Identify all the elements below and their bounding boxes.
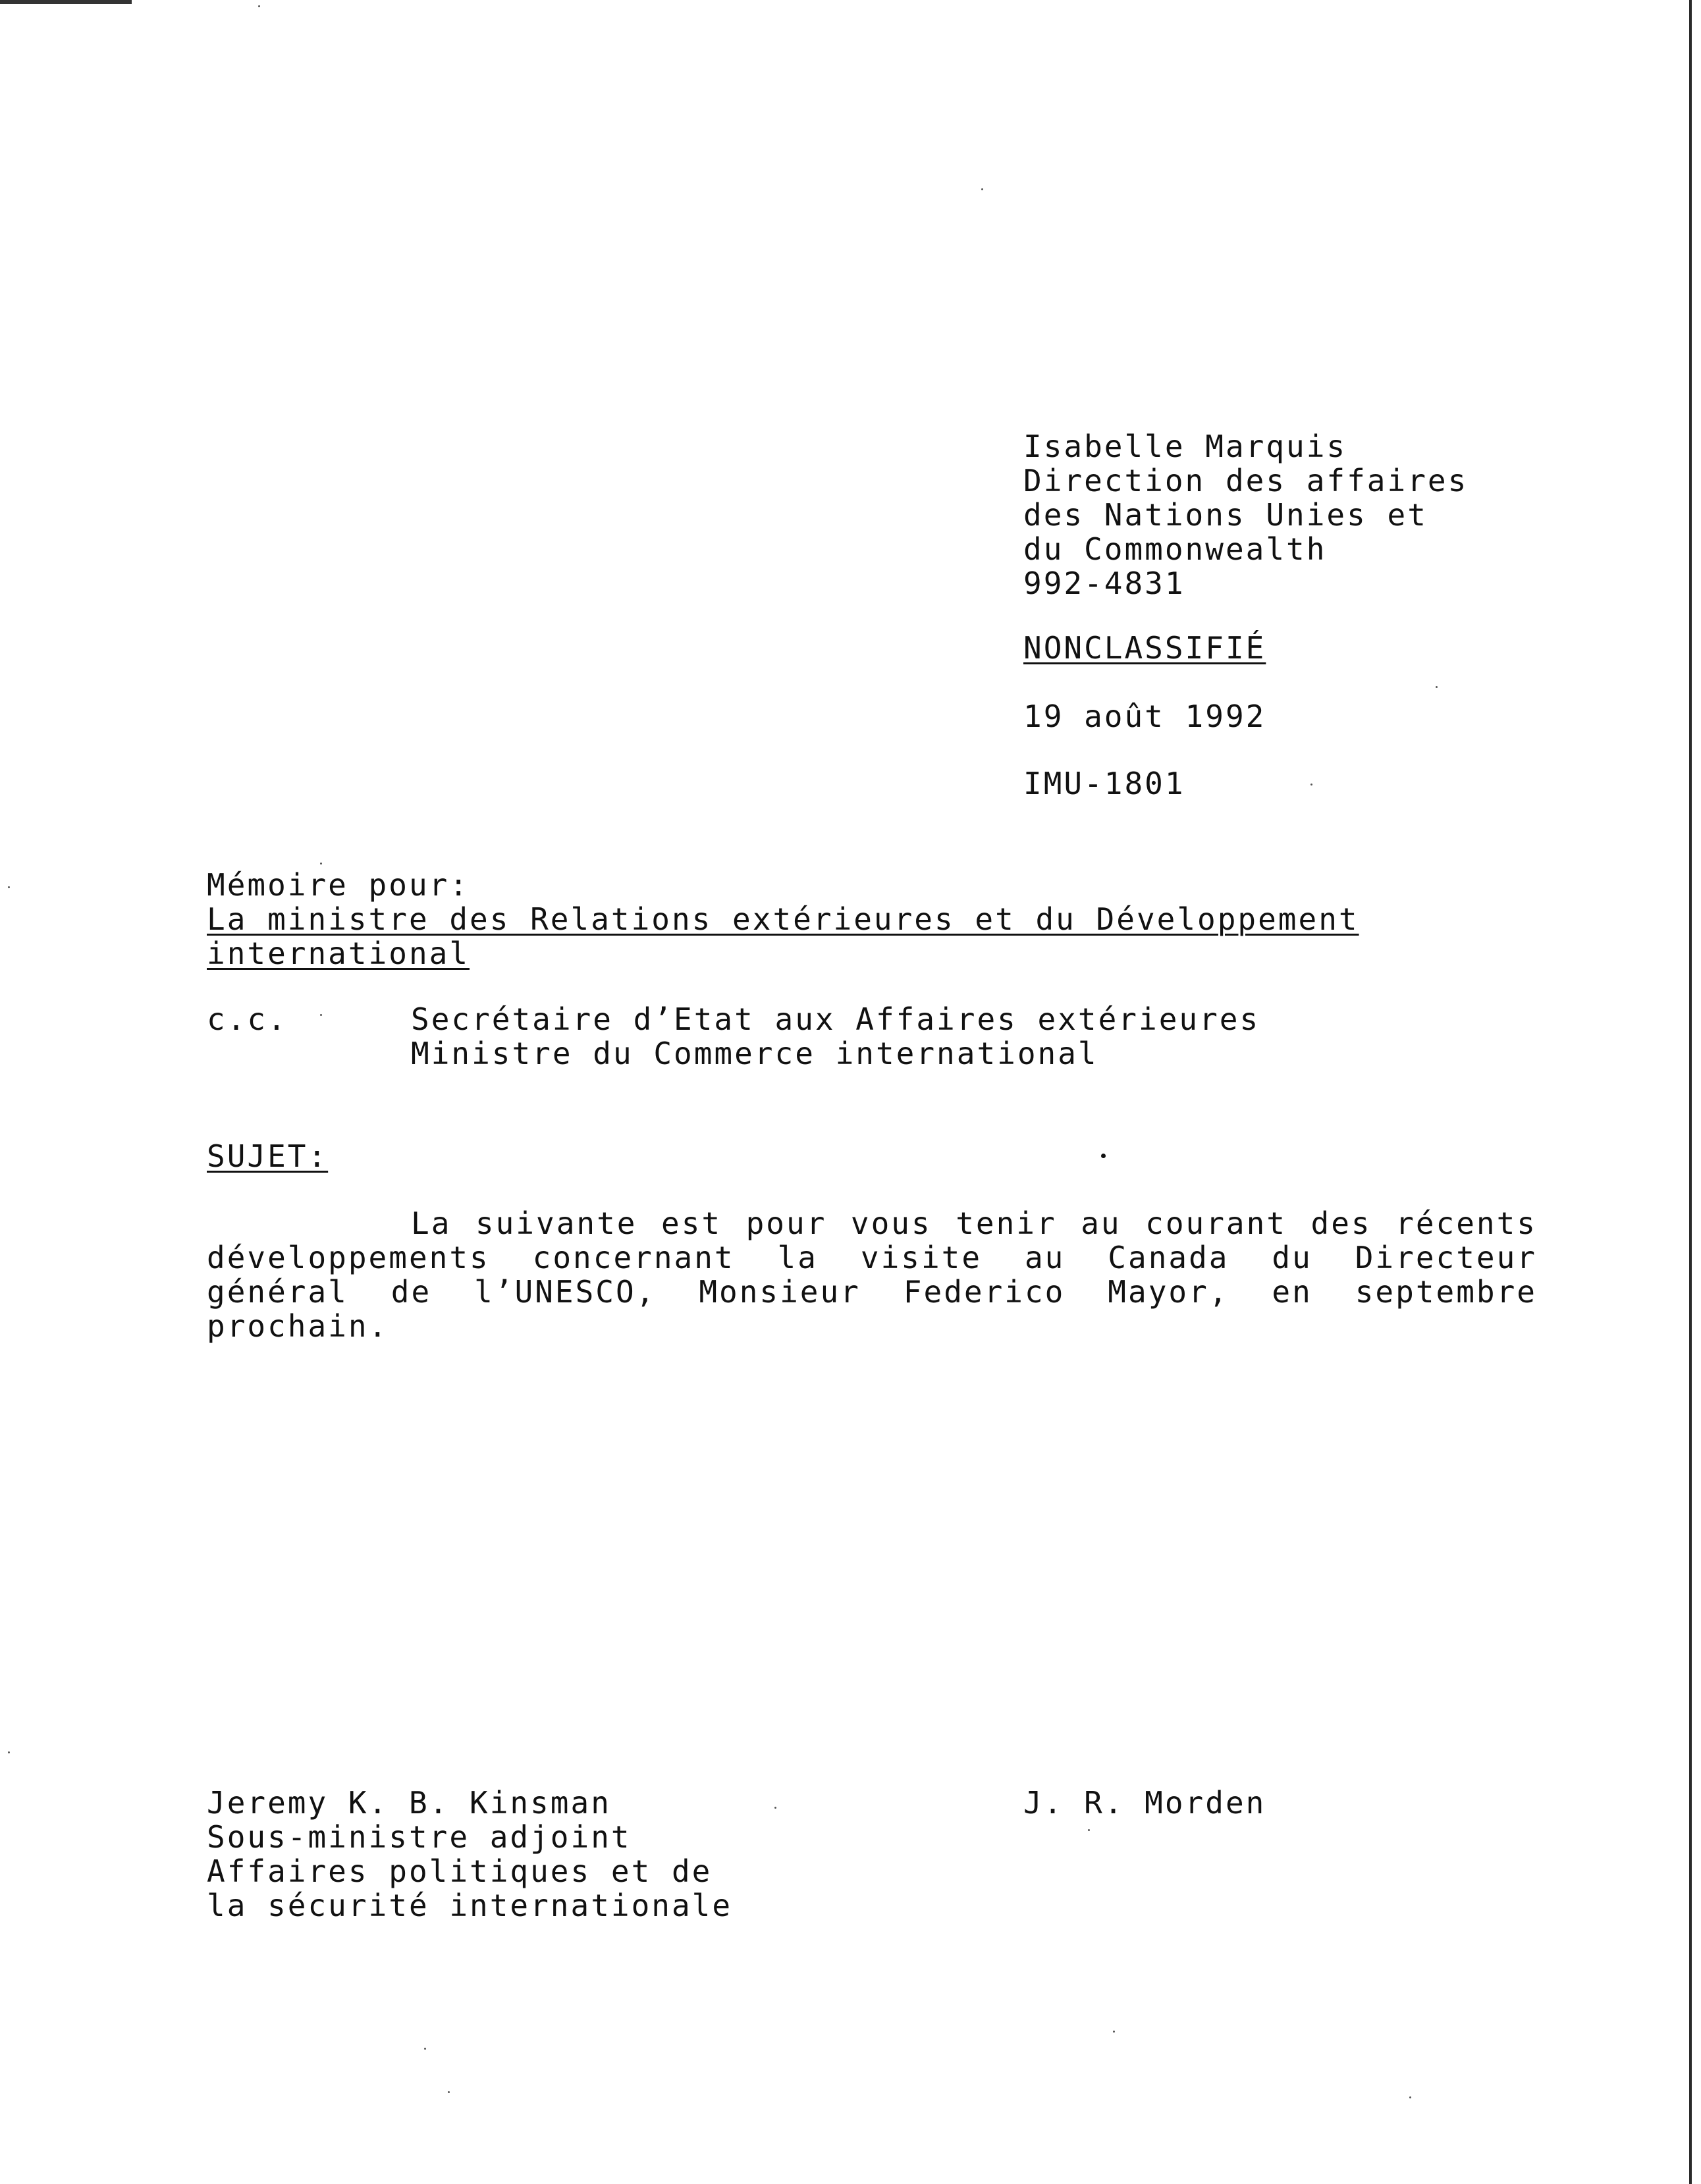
sender-division-line3: du Commonwealth: [1023, 531, 1327, 567]
scan-speck: [774, 1807, 776, 1809]
sender-division-line1: Direction des affaires: [1023, 463, 1469, 498]
scan-speck: [1113, 2031, 1115, 2033]
signature-right-name: J. R. Morden: [1023, 1785, 1266, 1821]
scan-speck: [1409, 2096, 1411, 2098]
signature-left-name: Jeremy K. B. Kinsman: [207, 1785, 611, 1821]
scan-speck: [1436, 686, 1438, 688]
sender-division-line2: des Nations Unies et: [1023, 497, 1428, 533]
memo-recipient-line2: international: [207, 936, 470, 971]
signature-left-title1: Sous-ministre adjoint: [207, 1819, 632, 1855]
memo-label: Mémoire pour:: [207, 867, 470, 903]
signature-left-title3: la sécurité internationale: [207, 1888, 733, 1923]
scan-speck: [320, 863, 322, 865]
classification-label: NONCLASSIFIÉ: [1023, 630, 1266, 666]
cc-line2: Ministre du Commerce international: [411, 1036, 1098, 1071]
scan-speck: [424, 2048, 426, 2050]
scan-speck: [981, 188, 983, 190]
memo-reference: IMU-1801: [1023, 766, 1185, 801]
scan-speck: [8, 886, 10, 888]
scan-edge-border: [1689, 0, 1692, 2184]
signature-left-title2: Affaires politiques et de: [207, 1853, 713, 1889]
scan-speck: [1310, 784, 1312, 786]
scan-speck: [448, 2091, 450, 2093]
cc-label: c.c.: [207, 1001, 288, 1037]
scan-speck: [320, 1014, 322, 1016]
sender-name: Isabelle Marquis: [1023, 429, 1347, 464]
scan-speck: [1101, 1154, 1106, 1158]
scan-speck: [8, 1751, 10, 1753]
memo-date: 19 août 1992: [1023, 699, 1266, 734]
scan-speck: [1088, 1829, 1090, 1831]
scan-edge-mark: [0, 0, 132, 4]
scan-speck: [258, 5, 260, 7]
body-paragraph: La suivante est pour vous tenir au courant des récents développements concernant la visite au Canada du Directeur général de l’UNESCO, Monsieur Federico Mayor, en septembre prochain.: [207, 1206, 1537, 1344]
cc-line1: Secrétaire d’Etat aux Affaires extérieures: [411, 1001, 1260, 1037]
memo-recipient-line1: La ministre des Relations extérieures et du Développement: [207, 901, 1359, 937]
sender-phone: 992-4831: [1023, 566, 1185, 601]
subject-label: SUJET:: [207, 1138, 329, 1174]
